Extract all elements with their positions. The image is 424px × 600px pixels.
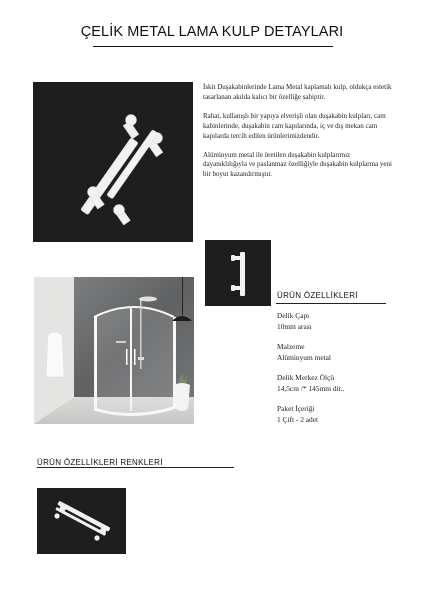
spec-package-contents (277, 404, 407, 425)
title-underline (93, 46, 333, 47)
handle-side-view-image (205, 240, 271, 306)
spec-label: Malzeme (277, 342, 305, 351)
description-paragraph-3: Alüminyum metal ile üretilen duşakabin kulplarımız dayanıklılığıyla ve paslanmaz özelliğiyle duşakabin kulplarına yeni bir boyut kazandırmıştır. (203, 150, 392, 179)
colors-underline (37, 467, 234, 468)
spec-value: 10mm arası (277, 321, 312, 331)
spec-label: Paket İçeriği (277, 404, 315, 413)
page-title: ÇELİK METAL LAMA KULP DETAYLARI (80, 24, 344, 40)
product-description (203, 83, 393, 189)
specs-underline (276, 303, 386, 304)
description-paragraph-2: Rahat, kullanışlı bir yapıya elverişli olan duşakabin kulpları, cam kabinlerinde, duşakabin cam kapılarında, iç ve dış mekan cam kapılarda tercih edilen ürünlerimizdendir. (203, 111, 386, 140)
shower-cabin-photo (34, 277, 194, 424)
spec-label: Delik Çapı (277, 311, 310, 320)
spec-value: Alüminyum metal (277, 352, 331, 362)
spec-hole-diameter (277, 311, 407, 332)
spec-material (277, 342, 407, 363)
handle-hero-image (33, 82, 193, 242)
description-paragraph-1: İskit Duşakabinlerinde Lama Metal kaplamalı kulp, oldukça estetik tasarlanan akılda kalıcı bir özelliğe sahiptir. (203, 83, 392, 101)
spec-value: 1 Çift - 2 adet (277, 414, 319, 424)
spec-label: Delik Merkez Ölçü (277, 373, 335, 382)
specs-heading: ÜRÜN ÖZELLİKLERİ (277, 291, 358, 300)
spec-hole-center-distance (277, 373, 407, 394)
handle-color-white-image (37, 488, 126, 554)
spec-value: 14,5cm /* 145mm dir.. (277, 383, 345, 393)
colors-heading: ÜRÜN ÖZELLİKLERİ RENKLERİ (37, 458, 163, 467)
